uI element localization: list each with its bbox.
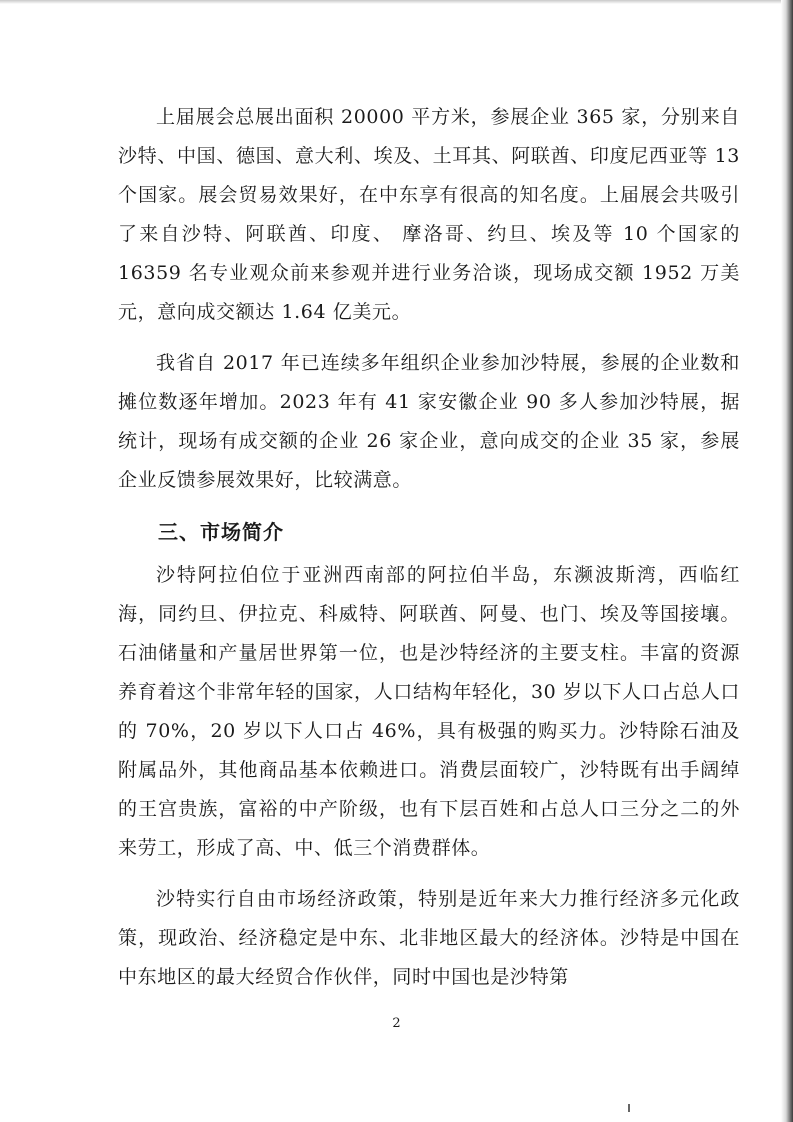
- paragraph-exhibition-stats: 上届展会总展出面积 20000 平方米，参展企业 365 家，分别来自沙特、中国、德国、意大利、埃及、土耳其、阿联酋、印度尼西亚等 13 个国家。展会贸易效果好，在中东享有很高的知名度。上届展会共吸引了来自沙特、阿联酋、印度、 摩洛哥、约旦、埃及等 10 个国家的 16359 名专业观众前来参观并进行业务洽谈，现场成交额 1952 万美元，意向成交额达 1.64 亿美元。: [118, 106, 740, 323]
- paragraph-saudi-economy: 沙特实行自由市场经济政策，特别是近年来大力推行经济多元化政策，现政治、经济稳定是中东、北非地区最大的经济体。沙特是中国在中东地区的最大经贸合作伙伴，同时中国也是沙特第: [118, 888, 740, 988]
- scan-top-shadow: [0, 0, 793, 4]
- scan-edge-shadow: [781, 0, 793, 1122]
- page-number: 2: [392, 1016, 401, 1031]
- section-heading-market-intro: 三、市场简介: [158, 520, 284, 544]
- scan-artifact-mark: [628, 1104, 630, 1112]
- document-body: [118, 98, 740, 1009]
- paragraph-anhui-participation: 我省自 2017 年已连续多年组织企业参加沙特展，参展的企业数和摊位数逐年增加。2023 年有 41 家安徽企业 90 多人参加沙特展，据统计，现场有成交额的企业 26 家企业，意向成交的企业 35 家，参展企业反馈参展效果好，比较满意。: [118, 352, 740, 491]
- paragraph-saudi-overview: 沙特阿拉伯位于亚洲西南部的阿拉伯半岛，东濒波斯湾，西临红海，同约旦、伊拉克、科威特、阿联酋、阿曼、也门、埃及等国接壤。石油储量和产量居世界第一位，也是沙特经济的主要支柱。丰富的资源养育着这个非常年轻的国家，人口结构年轻化，30 岁以下人口占总人口的 70%，20 岁以下人口占 46%，具有极强的购买力。沙特除石油及附属品外，其他商品基本依赖进口。消费层面较广，沙特既有出手阔绰的王宫贵族，富裕的中产阶级，也有下层百姓和占总人口三分之二的外来劳工，形成了高、中、低三个消费群体。: [118, 564, 740, 859]
